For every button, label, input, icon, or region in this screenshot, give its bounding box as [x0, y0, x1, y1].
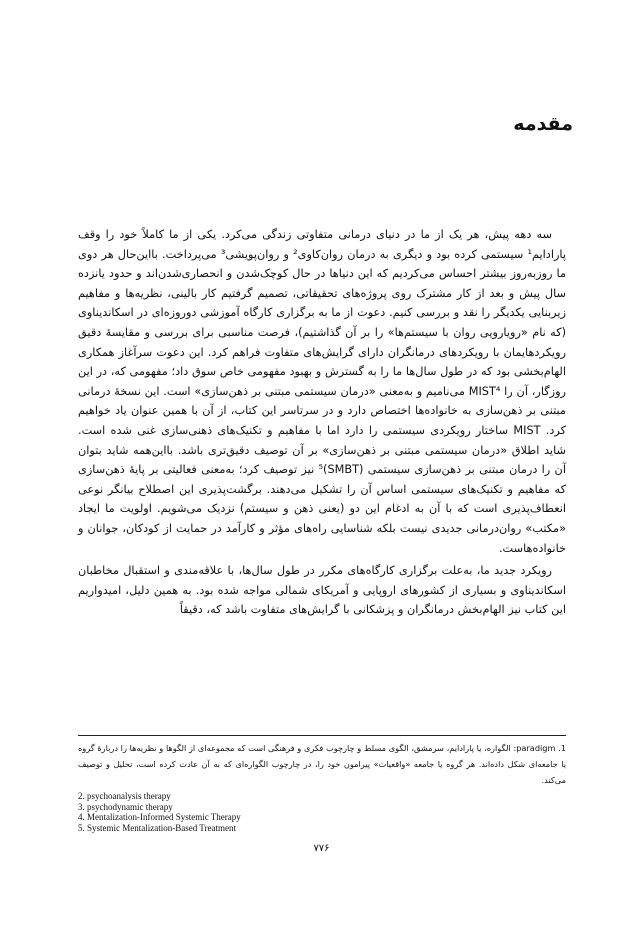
footnote-1: 1. paradigm: الگواره، یا پارادایم، سرمشق، الگوی مسلط و چارچوب فکری و فرهنگی است که مجموعه‌ای از الگوها و نظریه‌ها را دربارهٔ گروه یا جامعه‌ای شکل داده‌اند. هر گروه یا جامعه «واقعیات» پیرامون خود را، در چارچوب الگواره‌ای که به آن عادت کرده است، تحلیل و توصیف می‌کند. — [78, 743, 566, 785]
chapter-heading: مقدمه — [513, 113, 573, 135]
paragraph-1: سه دهه پیش، هر یک از ما در دنیای درمانی متفاوتی زندگی می‌کرد. یکی از ما کاملاً خود را وقف پارادایم¹ سیستمی کرده بود و دیگری به درمان روان‌کاوی² و روان‌پویشی³ می‌پرداخت. بااین‌حال هر دوی ما روزبه‌روز بیشتر احساس می‌کردیم که این دنیاها در حال کوچک‌شدن و انحصاری‌شدن‌اند و حدود یانزده سال پیش و بعد از کار مشترک روی پروژه‌های تحقیقاتی، تصمیم گرفتیم کار بالینی، نظریه‌ها و مفاهیم زیربنایی یکدیگر را نقد و بررسی کنیم. دعوت از ما به برگزاری کارگاه آموزشی دوروزه‌ای در اسکاندیناوی (که نام «رویارویی روان با سیستم‌ها» را بر آن گذاشتیم)، فرصت مناسبی برای بررسی و مقایسهٔ دقیق رویکردهایمان با رویکردهای درمانگران دارای گرایش‌های متفاوت فراهم کرد. این دعوت سرآغاز همکاری الهام‌بخشی بود که در طول سال‌ها ما را به گسترش و بهبود مفهومی خاص سوق داد؛ مفهومی که، در این روزگار، آن را MIST⁴ می‌نامیم و به‌معنی «درمان سیستمی مبتنی بر ذهن‌سازی» است. این نسخهٔ درمانی مبتنی بر ذهن‌سازی به خانواده‌ها اختصاص دارد و در سرتاسر این کتاب، از آن با همین عنوان یاد خواهیم کرد. MIST ساختار رویکردی سیستمی را دارد اما با مفاهیم و تکنیک‌های ذهنی‌سازی غنی شده است. شاید اطلاق «درمان سیستمی مبتنی بر ذهن‌سازی» بر آن توصیف دقیق‌تری باشد. بااین‌همه شاید بتوان آن را درمان مبتنی بر ذهن‌سازی سیستمی (SMBT)⁵ نیز توصیف کرد؛ به‌معنی فعالیتی بر پایهٔ ذهن‌سازی که مفاهیم و تکنیک‌های سیستمی اساس آن را تشکیل می‌دهند. برگشت‌پذیری این اصطلاح بیانگر نوعی انعطاف‌پذیری است که با آن به ادغام این دو (یعنی ذهن و سیستم) نزدیک می‌شویم. اولویت ما ایجاد «مکتب» روان‌درمانی جدیدی نیست بلکه شناسایی راه‌های مؤثر و کارآمد در حمایت از کودکان، جوانان و خانواده‌هاست. — [78, 228, 567, 555]
footnote-divider — [78, 735, 566, 736]
footnote-4: 4. Mentalization-Informed Systemic Therapy — [78, 812, 241, 822]
english-footnotes — [78, 791, 478, 833]
paragraph-2: رویکرد جدید ما، به‌علت برگزاری کارگاه‌های مکرر در طول سال‌ها، با علاقه‌مندی و استقبال مخاطبان اسکاندیناوی و بسیاری از کشورهای اروپایی و آمریکای شمالی مواجه شده بود. به همین دلیل، امیدواریم این کتاب نیز الهام‌بخش درمانگران و پزشکانی با گرایش‌های متفاوت باشد که، دقیقاً — [78, 564, 566, 617]
footnote-5: 5. Systemic Mentalization-Based Treatment — [78, 822, 236, 833]
footnote-2: 2. psychoanalysis therapy — [78, 791, 171, 801]
body-text — [78, 225, 566, 620]
footnote-3: 3. psychodynamic therapy — [78, 801, 173, 812]
page-number: ۷۷۶ — [313, 843, 330, 854]
